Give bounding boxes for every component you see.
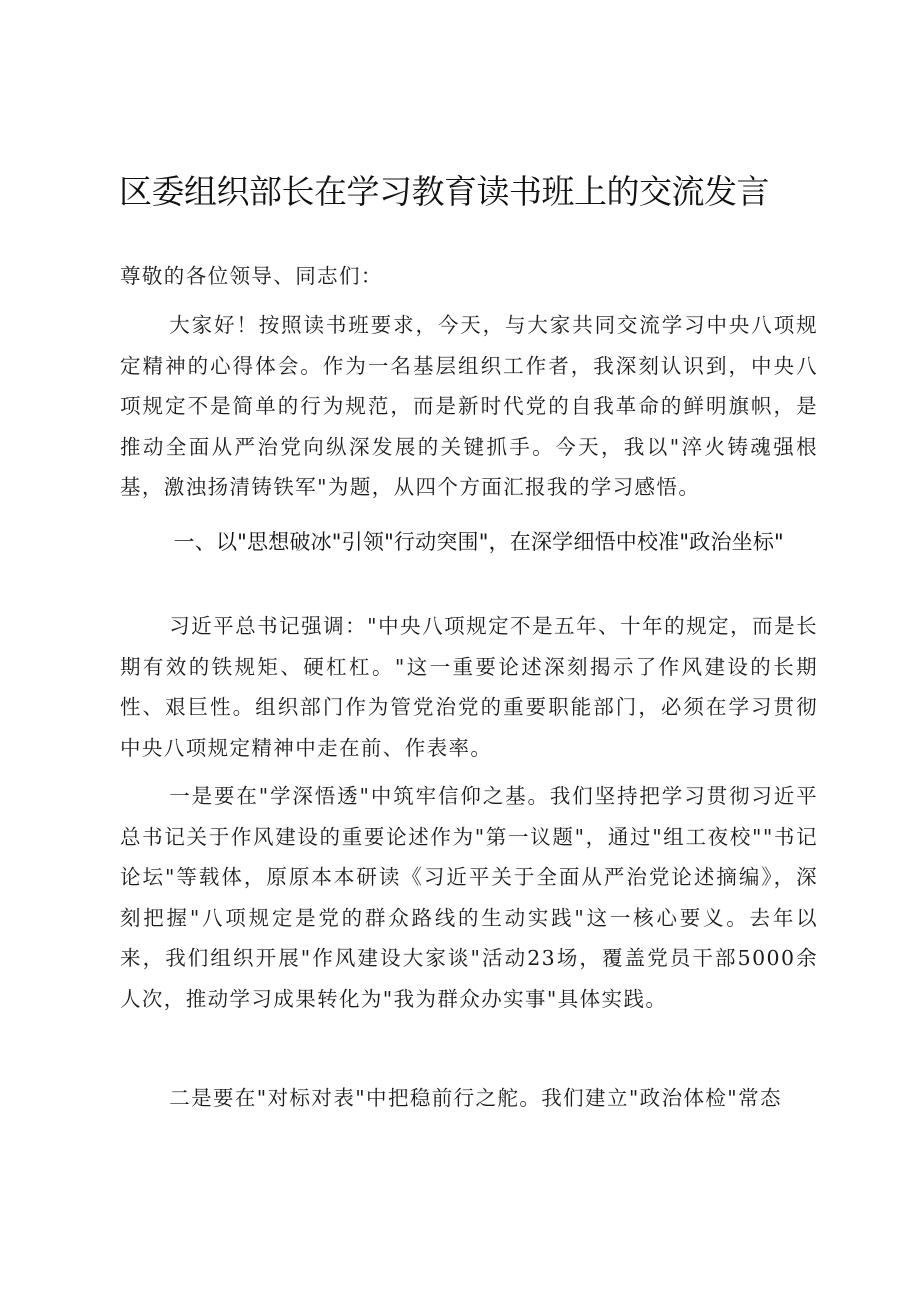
salutation: 尊敬的各位领导、同志们： — [120, 264, 383, 288]
intro-paragraph: 大家好！按照读书班要求，今天，与大家共同交流学习中央八项规定精神的心得体会。作为一名基层组织工作者，我深刻认识到，中央八项规定不是简单的行为规范，而是新时代党的自我革命的鲜明旗帜，是推动全面从严治党向纵深发展的关键抓手。今天，我以"淬火铸魂强根基，激浊扬清铸铁军"为题，从四个方面汇报我的学习感悟。 — [120, 313, 818, 499]
body-paragraph: 二是要在"对标对表"中把稳前行之舵。我们建立"政治体检"常态 — [169, 1086, 782, 1110]
section-heading-one: 一、以"思想破冰"引领"行动突围"，在深学细悟中校准"政治坐标" — [173, 530, 784, 554]
body-paragraph: 习近平总书记强调："中央八项规定不是五年、十年的规定，而是长期有效的铁规矩、硬杠杠。"这一重要论述深刻揭示了作风建设的长期性、艰巨性。组织部门作为管党治党的重要职能部门，必须在学习贯彻中央八项规定精神中走在前、作表率。 — [120, 614, 818, 760]
document-title: 区委组织部长在学习教育读书班上的交流发言 — [119, 172, 769, 211]
body-paragraph: 一是要在"学深悟透"中筑牢信仰之基。我们坚持把学习贯彻习近平总书记关于作风建设的重要论述作为"第一议题"，通过"组工夜校""书记论坛"等载体，原原本本研读《习近平关于全面从严治党论述摘编》，深刻把握"八项规定是党的群众路线的生动实践"这一核心要义。去年以来，我们组织开展"作风建设大家谈"活动23场，覆盖党员干部5000余人次，推动学习成果转化为"我为群众办实事"具体实践。 — [120, 784, 818, 1011]
